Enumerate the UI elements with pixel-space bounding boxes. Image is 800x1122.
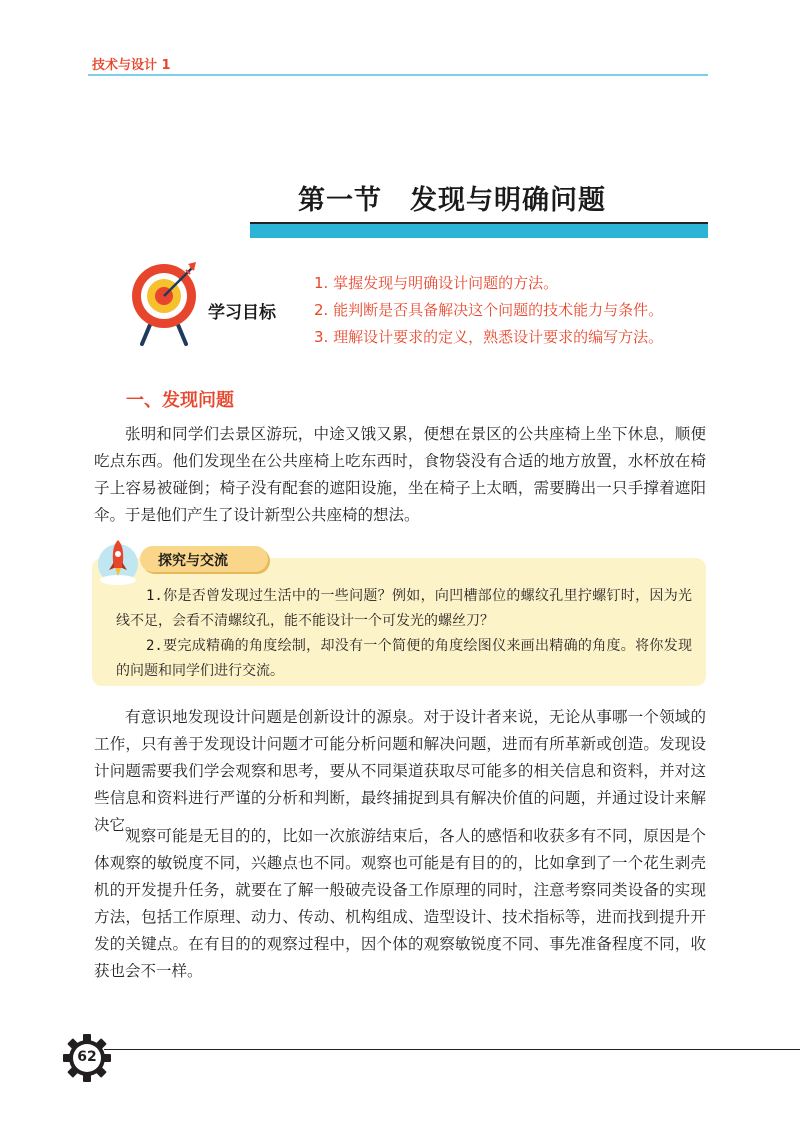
objectives-label: 学习目标 bbox=[208, 303, 276, 323]
section-title: 第一节 发现与明确问题 bbox=[298, 185, 606, 216]
objective-item: 2. 能判断是否具备解决这个问题的技术能力与条件。 bbox=[314, 301, 664, 319]
footer-rule bbox=[104, 1049, 800, 1050]
discussion-title: 探究与交流 bbox=[158, 553, 228, 569]
objective-item: 3. 理解设计要求的定义，熟悉设计要求的编写方法。 bbox=[314, 328, 664, 346]
discussion-question: 1.你是否曾发现过生活中的一些问题？例如，向凹槽部位的螺纹孔里拧螺钉时，因为光线不足，会看不清螺纹孔，能不能设计一个可发光的螺丝刀？ bbox=[116, 588, 692, 629]
title-bar bbox=[250, 224, 708, 238]
book-title: 技术与设计 1 bbox=[92, 58, 171, 73]
header-rule bbox=[88, 74, 708, 76]
section-heading: 一、发现问题 bbox=[126, 390, 234, 411]
intro-paragraph: 张明和同学们去景区游玩，中途又饿又累，便想在景区的公共座椅上坐下休息，顺便吃点东西。他们发现坐在公共座椅上吃东西时，食物袋没有合适的地方放置，水杯放在椅子上容易被碰倒；椅子没有配套的遮阳设施，坐在椅子上太晒，需要腾出一只手撑着遮阳伞。于是他们产生了设计新型公共座椅的想法。 bbox=[94, 425, 706, 524]
body-paragraph: 有意识地发现设计问题是创新设计的源泉。对于设计者来说，无论从事哪一个领域的工作，只有善于发现设计问题才可能分析问题和解决问题，进而有所革新或创造。发现设计问题需要我们学会观察和思考，要从不同渠道获取尽可能多的相关信息和资料，并对这些信息和资料进行严谨的分析和判断，最终捕捉到具有解决价值的问题，并通过设计来解决它。 bbox=[94, 708, 706, 834]
objective-item: 1. 掌握发现与明确设计问题的方法。 bbox=[314, 274, 559, 292]
rocket-icon bbox=[96, 534, 140, 586]
body-paragraph: 观察可能是无目的的，比如一次旅游结束后，各人的感悟和收获多有不同，原因是个体观察的敏锐度不同，兴趣点也不同。观察也可能是有目的的，比如拿到了一个花生剥壳机的开发提升任务，就要在了解一般破壳设备工作原理的同时，注意考察同类设备的实现方法，包括工作原理、动力、传动、机构组成、造型设计、技术指标等，进而找到提升开发的关键点。在有目的的观察过程中，因个体的观察敏锐度不同、事先准备程度不同，收获也会不一样。 bbox=[94, 827, 706, 980]
page-number: 62 bbox=[77, 1049, 97, 1065]
target-icon bbox=[130, 260, 206, 346]
discussion-question: 2.要完成精确的角度绘制，却没有一个简便的角度绘图仪来画出精确的角度。将你发现的问题和同学们进行交流。 bbox=[116, 638, 692, 679]
